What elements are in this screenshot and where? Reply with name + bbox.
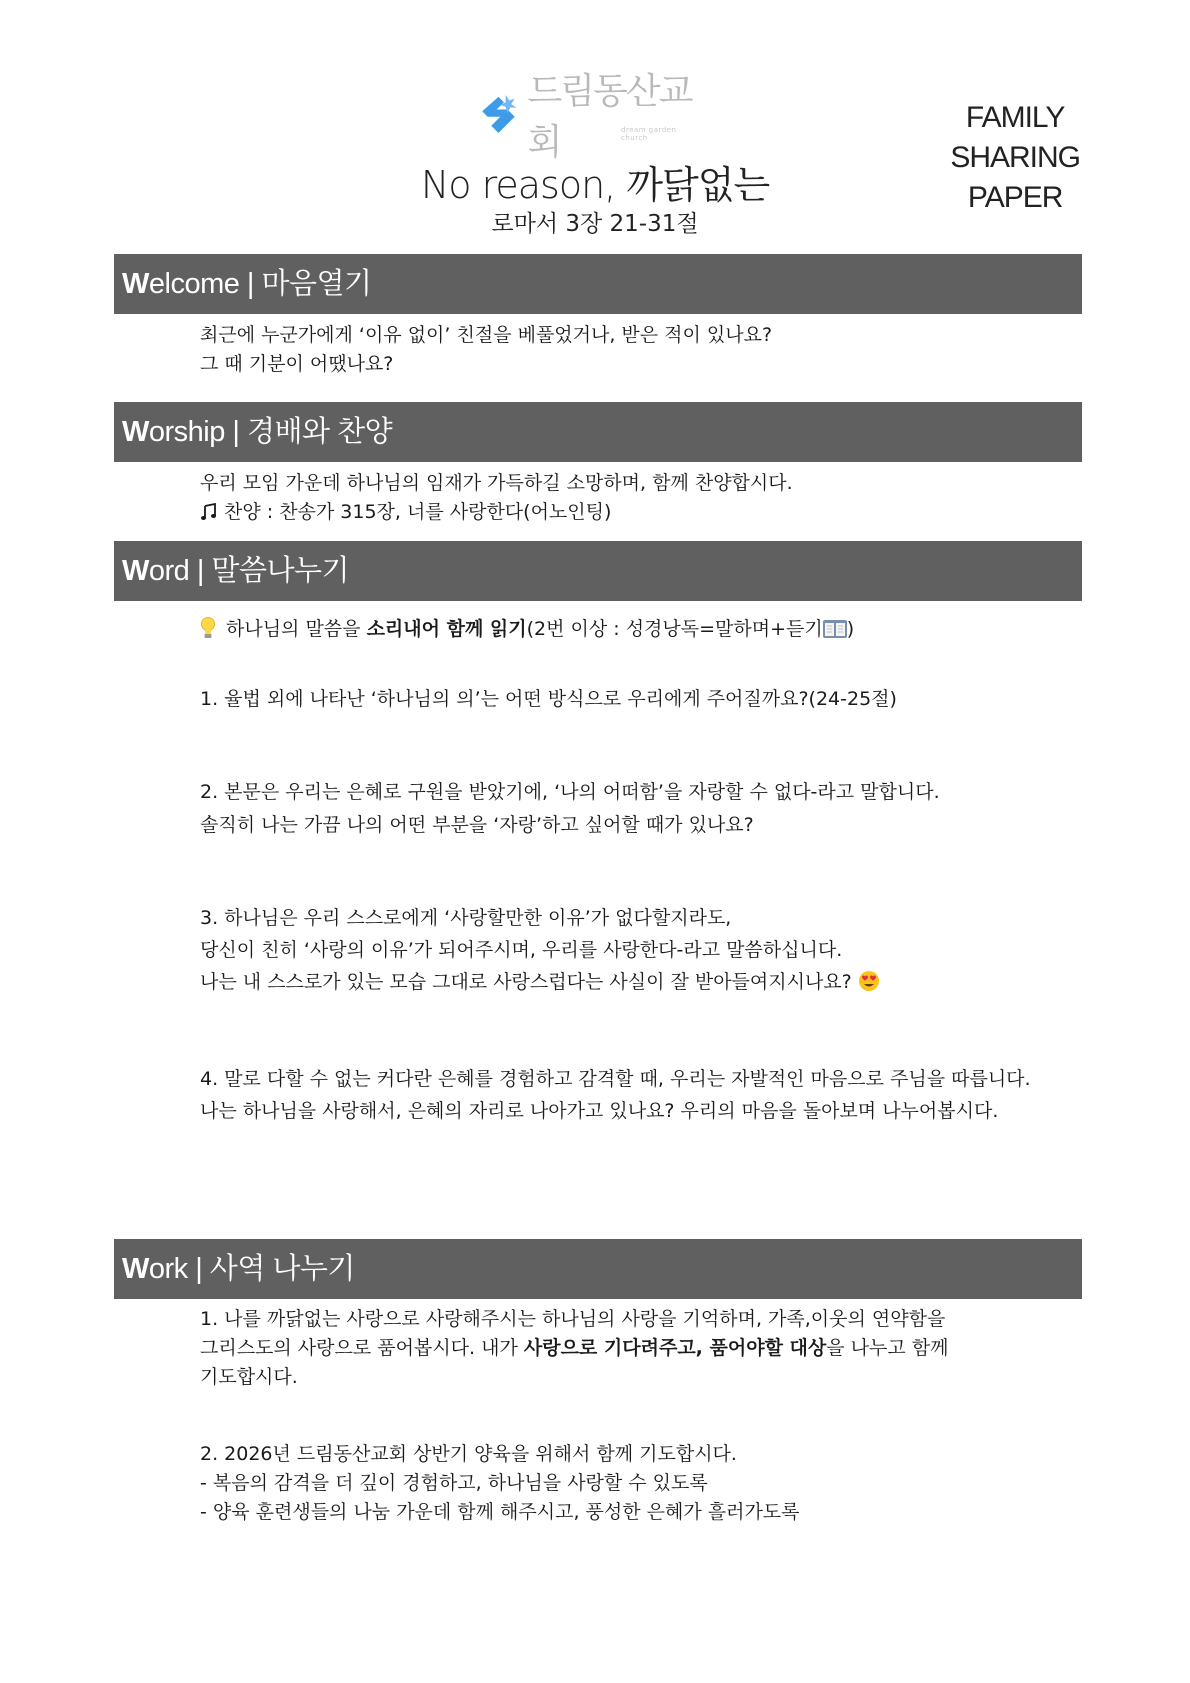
text-line [200,498,793,527]
logo-subtext: dream garden church [621,126,677,142]
intro-note: (2번 이상 : 성경낭독=말하며+듣기 [526,618,823,640]
text-line: - 복음의 감격을 더 깊이 경험하고, 하나님을 사랑할 수 있도록 [200,1472,708,1494]
text-line: 그 때 기분이 어땠나요? [200,353,394,375]
section-header-worship [114,402,1082,462]
text-line: 4. 말로 다할 수 없는 커다란 은혜를 경험하고 감격할 때, 우리는 자발적인 마음으로 주님을 따릅니다. [200,1068,1031,1090]
text-line: 2. 본문은 우리는 은혜로 구원을 받았기에, ‘나의 어떠함’을 자랑할 수 없다-라고 말합니다. [200,781,940,803]
section-initial: W [122,1253,149,1285]
prayer-1 [200,1305,948,1392]
badge-line: SHARING [950,141,1080,174]
question-4 [200,1063,1031,1127]
text-line: 솔직히 나는 가끔 나의 어떤 부분을 ‘자랑’하고 싶어할 때가 있나요? [200,814,754,836]
section-title: ork | 사역 나누기 [148,1253,355,1285]
text-line: - 양육 훈련생들의 나눔 가운데 함께 해주시고, 풍성한 은혜가 흘러가도록 [200,1501,800,1523]
section-initial: W [122,268,149,300]
section-header-welcome [114,254,1082,314]
church-logo-icon [475,89,526,139]
text-line [200,1334,948,1363]
text-line: 3. 하나님은 우리 스스로에게 ‘사랑할만한 이유’가 없다할지라도, [200,907,732,929]
text-line: 기도합시다. [200,1366,298,1388]
intro-emphasis: 소리내어 함께 읽기 [366,618,527,640]
logo-text: 드림동산교회 [527,71,692,163]
badge-line: FAMILY [965,101,1065,134]
section-header-work [114,1239,1082,1299]
text-line: 나는 하나님을 사랑해서, 은혜의 자리로 나아가고 있나요? 우리의 마음을 돌아보며 나누어봅시다. [200,1100,999,1122]
text-line: 우리 모임 가운데 하나님의 임재가 가득하길 소망하며, 함께 찬양합시다. [200,472,793,494]
question-2 [200,776,940,842]
prayer-2 [200,1440,800,1527]
section-title: ord | 말씀나누기 [148,555,350,587]
prayer-1-emphasis: 사랑으로 기다려주고, 품어야할 대상 [523,1337,827,1359]
page-title: No reason, 까닭없는 [420,163,770,207]
section-title: elcome | 마음열기 [148,268,372,300]
lightbulb-icon [200,617,216,639]
section-initial: W [122,555,149,587]
badge-line: PAPER [967,181,1063,214]
text-line: 2. 2026년 드림동산교회 상반기 양육을 위해서 함께 기도합시다. [200,1443,737,1465]
welcome-question [200,321,772,379]
open-book-icon [823,620,847,638]
text-line: 당신이 친히 ‘사랑의 이유’가 되어주시며, 우리를 사랑한다-라고 말씀하십니다. [200,939,843,961]
worship-text [200,469,793,527]
scripture-reference: 로마서 3장 21-31절 [491,211,699,237]
intro-close: ) [846,618,855,640]
text-line: 1. 나를 까닭없는 사랑으로 사랑해주시는 하나님의 사랑을 기억하며, 가족,이웃의 연약함을 [200,1308,946,1330]
family-sharing-paper-badge [950,98,1080,218]
question-3 [200,902,880,998]
section-header-word [114,541,1082,601]
heart-eyes-emoji-icon [858,970,880,992]
section-initial: W [122,416,149,448]
text-line [200,966,880,998]
prayer-1-text: 그리스도의 사랑으로 품어봅시다. 내가 [200,1337,524,1359]
church-logo [475,71,705,163]
intro-text: 하나님의 말씀을 [226,618,367,640]
hymn-info: 찬양 : 찬송가 315장, 너를 사랑한다(어노인팅) [224,501,612,523]
text-line: 최근에 누군가에게 ‘이유 없이’ 친절을 베풀었거나, 받은 적이 있나요? [200,324,773,346]
music-note-icon [200,503,218,521]
question-3-last-line: 나는 내 스스로가 있는 모습 그대로 사랑스럽다는 사실이 잘 받아들여지시나요? [200,971,852,993]
word-intro [200,615,854,644]
question-1: 1. 율법 외에 나타난 ‘하나님의 의’는 어떤 방식으로 우리에게 주어질까요?(24-25절) [200,688,897,710]
prayer-1-text-end: 을 나누고 함께 [826,1337,949,1359]
section-title: orship | 경배와 찬양 [148,416,393,448]
